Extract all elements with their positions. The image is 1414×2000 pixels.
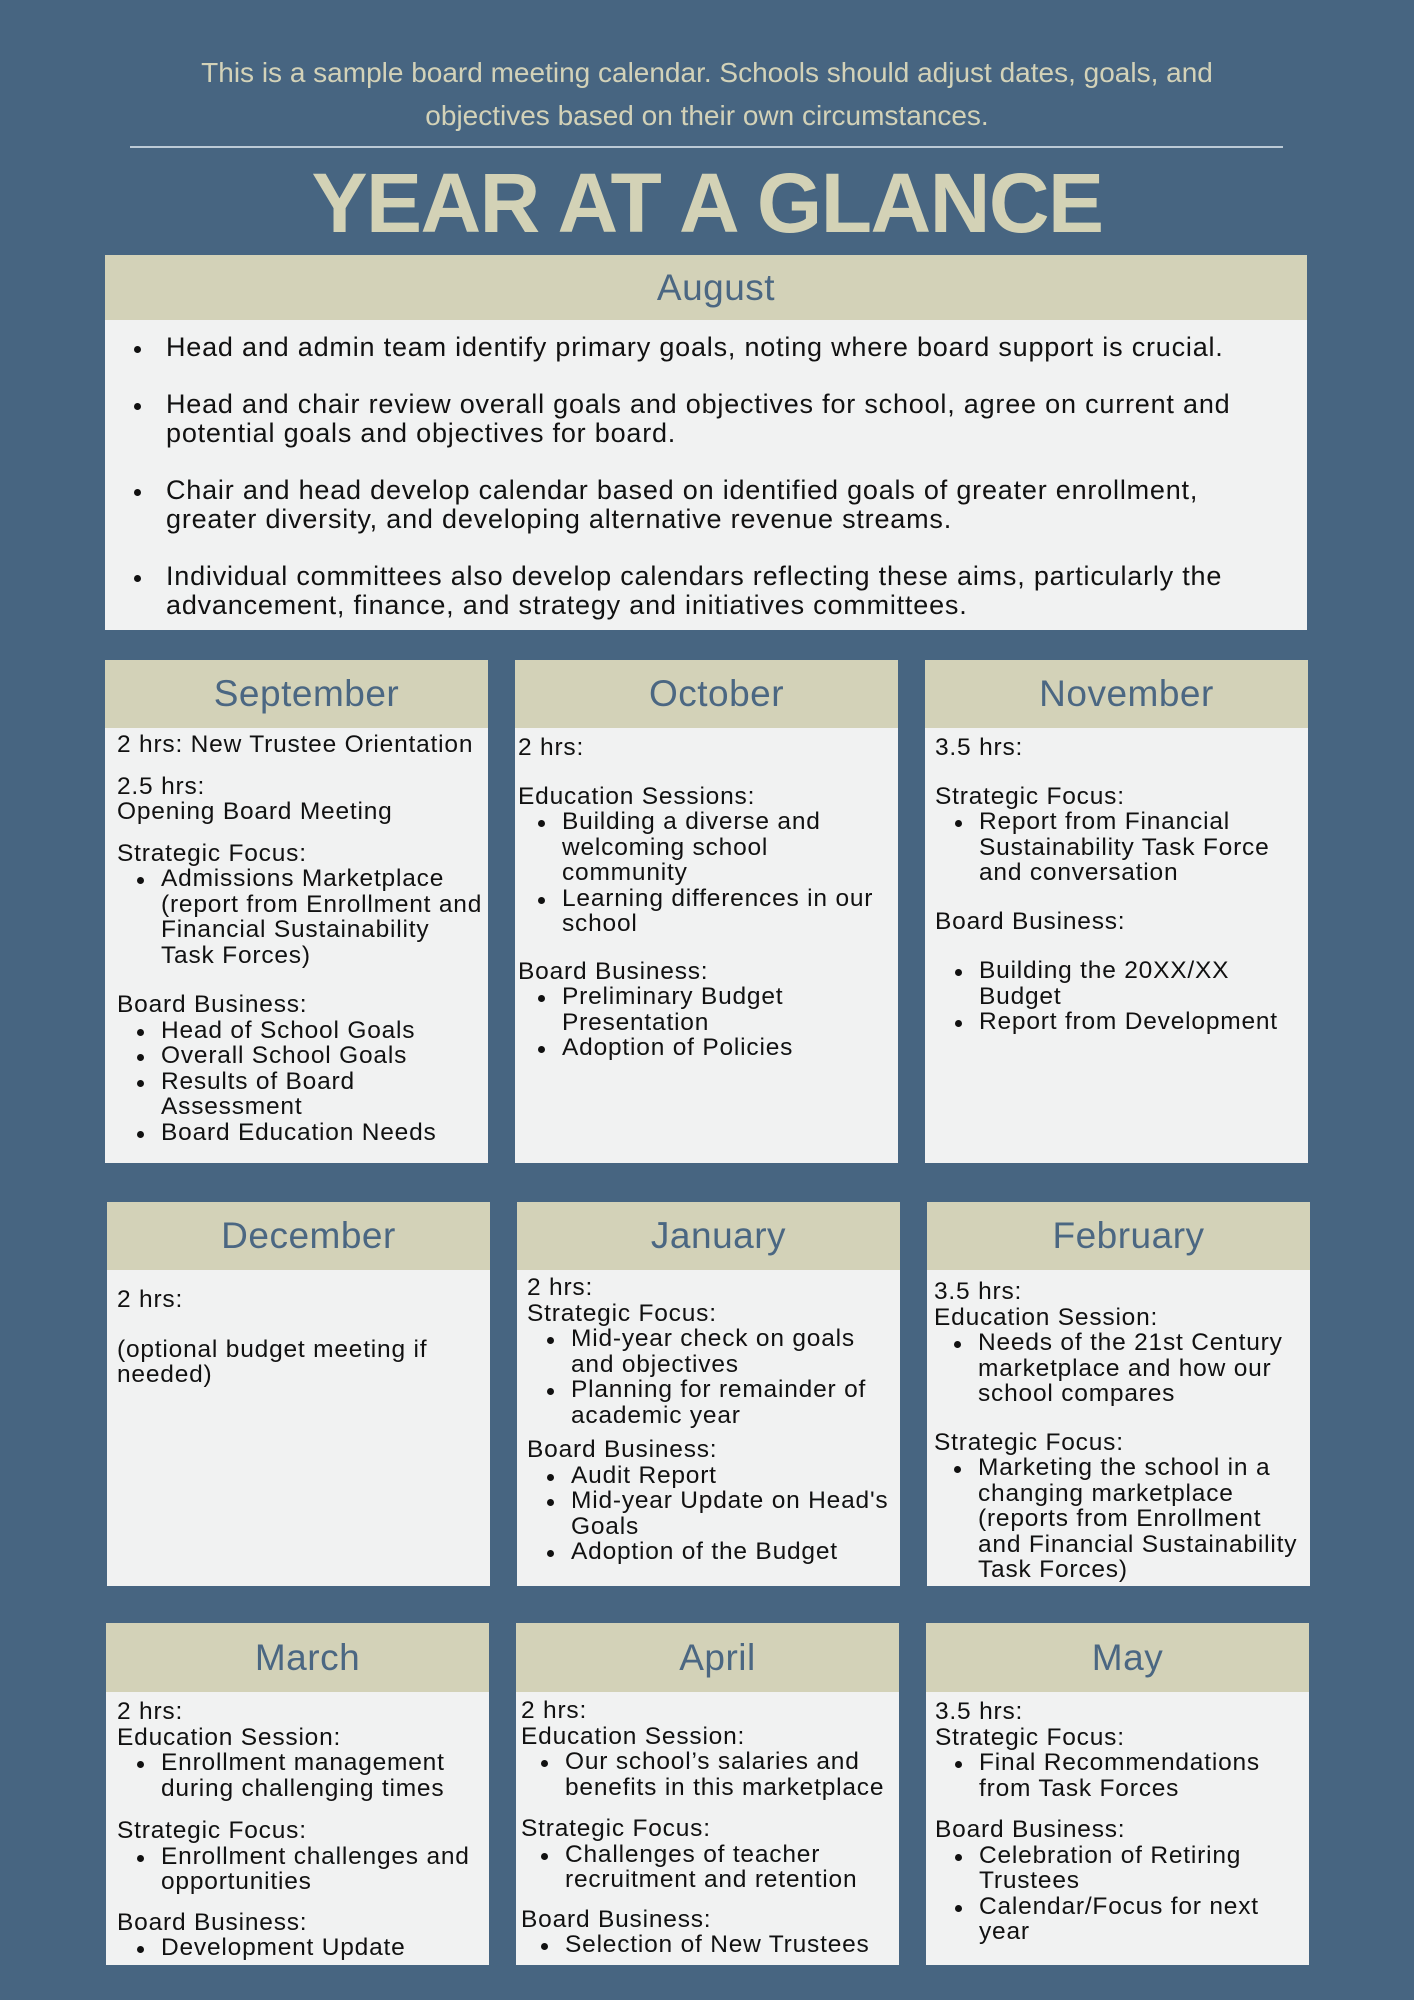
month-title: August xyxy=(656,266,776,308)
bullet-list xyxy=(117,1750,485,1801)
list-item: Learning differences in our school xyxy=(518,886,894,937)
month-title: May xyxy=(1091,1636,1164,1678)
section-label: Education Session: xyxy=(117,1723,342,1751)
list-item: Head and chair review overall goals and objectives for school, agree on current and potential goals and objectives for board. xyxy=(129,390,1261,448)
list-item: Needs of the 21st Century marketplace and how our school compares xyxy=(934,1330,1306,1407)
list-item: Chair and head develop calendar based on identified goals of greater enrollment, greater diversity, and developing alternative revenue streams. xyxy=(129,476,1261,534)
month-card-april xyxy=(516,1623,899,1965)
list-item: Admissions Marketplace (report from Enrollment and Financial Sustainability Task Forces) xyxy=(117,866,484,968)
list-item: Overall School Goals xyxy=(117,1043,484,1069)
section-label: Board Business: xyxy=(935,907,1126,935)
bullet-list xyxy=(935,1843,1305,1945)
month-body xyxy=(517,1270,900,1565)
bullet-list xyxy=(934,1330,1306,1407)
month-body xyxy=(927,1270,1310,1583)
month-title: December xyxy=(221,1215,396,1256)
list-item: Marketing the school in a changing marketplace (reports from Enrollment and Financial Sustainability Task Forces) xyxy=(934,1455,1306,1583)
session-hours: 2 hrs: xyxy=(518,734,585,761)
list-item: Report from Financial Sustainability Task Force and conversation xyxy=(935,809,1304,886)
month-title: March xyxy=(254,1636,361,1678)
list-item: Calendar/Focus for next year xyxy=(935,1894,1305,1945)
month-header xyxy=(925,660,1308,728)
list-item: Challenges of teacher recruitment and retention xyxy=(521,1842,895,1893)
month-card-march xyxy=(106,1623,489,1965)
section-label: Education Sessions: xyxy=(518,782,756,810)
list-item: Audit Report xyxy=(527,1463,897,1489)
month-body xyxy=(925,728,1308,1035)
subtitle-line-2: objectives based on their own circumstances. xyxy=(425,100,989,131)
month-title: September xyxy=(213,673,400,714)
list-item: Head of School Goals xyxy=(117,1018,484,1044)
list-item: Board Education Needs xyxy=(117,1120,484,1146)
list-item: Enrollment challenges and opportunities xyxy=(117,1844,485,1895)
section-label: Strategic Focus: xyxy=(935,1723,1125,1751)
session-hours: 3.5 hrs: xyxy=(935,734,1024,761)
month-body xyxy=(926,1692,1309,1945)
bullet-list xyxy=(518,984,894,1061)
month-title: November xyxy=(1039,673,1214,714)
month-body xyxy=(107,1270,490,1388)
list-item: Adoption of Policies xyxy=(518,1035,894,1061)
month-card-october xyxy=(515,660,898,1163)
list-item: Building the 20XX/XX Budget xyxy=(935,958,1304,1009)
section-label: Strategic Focus: xyxy=(934,1428,1124,1456)
month-header xyxy=(927,1202,1310,1270)
month-header xyxy=(107,1202,490,1270)
section-label: Education Session: xyxy=(934,1303,1159,1331)
header-divider xyxy=(130,146,1283,148)
list-item: Head and admin team identify primary goals, noting where board support is crucial. xyxy=(129,333,1261,362)
section-label: Strategic Focus: xyxy=(527,1299,717,1327)
month-card-december xyxy=(107,1202,490,1586)
session-hours: 2 hrs: New Trustee Orientation xyxy=(117,731,474,758)
bullet-list xyxy=(129,333,1261,620)
list-item: Report from Development xyxy=(935,1009,1304,1035)
list-item: Enrollment management during challenging times xyxy=(117,1750,485,1801)
month-header xyxy=(517,1202,900,1270)
month-title: April xyxy=(679,1636,756,1678)
month-title: February xyxy=(1052,1215,1205,1256)
bullet-list xyxy=(935,958,1304,1035)
section-label: Strategic Focus: xyxy=(117,1817,307,1844)
bullet-list xyxy=(117,866,484,968)
month-card-august xyxy=(105,255,1307,630)
month-header xyxy=(516,1623,899,1692)
bullet-list xyxy=(117,1844,485,1895)
section-label: Board Business: xyxy=(527,1436,718,1463)
session-hours: 2 hrs: xyxy=(117,1286,184,1313)
session-hours: 3.5 hrs: xyxy=(934,1278,1023,1305)
section-label: Board Business: xyxy=(935,1816,1126,1843)
section-label: Strategic Focus: xyxy=(117,839,307,867)
session-hours: 2.5 hrs: xyxy=(117,772,206,800)
list-item: Preliminary Budget Presentation xyxy=(518,984,894,1035)
month-title: January xyxy=(650,1215,787,1256)
bullet-list xyxy=(935,1750,1305,1801)
section-label: Board Business: xyxy=(521,1905,712,1933)
month-body xyxy=(516,1692,899,1958)
month-card-may xyxy=(926,1623,1309,1965)
month-body xyxy=(106,1692,489,1961)
session-hours: 2 hrs: xyxy=(117,1698,184,1725)
month-body xyxy=(515,728,898,1061)
session-note: (optional budget meeting if needed) xyxy=(117,1335,428,1388)
bullet-list xyxy=(527,1326,897,1428)
session-hours: 3.5 hrs: xyxy=(935,1698,1024,1725)
month-title: October xyxy=(648,673,785,714)
section-label: Strategic Focus: xyxy=(521,1815,711,1842)
section-label: Board Business: xyxy=(117,1908,308,1936)
bullet-list xyxy=(518,809,894,937)
month-header xyxy=(926,1623,1309,1692)
page-title: YEAR AT A GLANCE xyxy=(311,156,1103,250)
month-header xyxy=(106,1623,489,1692)
list-item: Selection of New Trustees xyxy=(521,1932,895,1958)
month-header xyxy=(105,255,1307,320)
session-hours: 2 hrs: xyxy=(527,1274,594,1301)
list-item: Mid-year Update on Head's Goals xyxy=(527,1488,897,1539)
list-item: Results of Board Assessment xyxy=(117,1069,484,1120)
section-label: Board Business: xyxy=(518,957,709,985)
subtitle-line-1: This is a sample board meeting calendar. Schools should adjust dates, goals, and xyxy=(201,57,1213,88)
month-header xyxy=(515,660,898,728)
month-card-september xyxy=(105,660,488,1163)
month-body xyxy=(105,728,488,1145)
list-item: Individual committees also develop calendars reflecting these aims, particularly the advancement, finance, and strategy and initiatives committees. xyxy=(129,562,1261,620)
list-item: Building a diverse and welcoming school community xyxy=(518,809,894,886)
bullet-list xyxy=(521,1932,895,1958)
month-header xyxy=(105,660,488,728)
bullet-list xyxy=(934,1455,1306,1583)
list-item: Final Recommendations from Task Forces xyxy=(935,1750,1305,1801)
bullet-list xyxy=(117,1935,485,1961)
list-item: Celebration of Retiring Trustees xyxy=(935,1843,1305,1894)
session-title: Opening Board Meeting xyxy=(117,798,393,825)
list-item: Adoption of the Budget xyxy=(527,1539,897,1565)
bullet-list xyxy=(521,1842,895,1893)
bullet-list xyxy=(935,809,1304,886)
list-item: Mid-year check on goals and objectives xyxy=(527,1326,897,1377)
month-card-february xyxy=(927,1202,1310,1586)
month-card-november xyxy=(925,660,1308,1163)
list-item: Planning for remainder of academic year xyxy=(527,1377,897,1428)
list-item: Our school’s salaries and benefits in this marketplace xyxy=(521,1749,895,1800)
bullet-list xyxy=(527,1463,897,1565)
section-label: Board Business: xyxy=(117,991,308,1018)
bullet-list xyxy=(521,1749,895,1800)
month-body xyxy=(105,320,1307,620)
month-card-january xyxy=(517,1202,900,1586)
section-label: Education Session: xyxy=(521,1722,746,1750)
bullet-list xyxy=(117,1018,484,1146)
section-label: Strategic Focus: xyxy=(935,782,1125,810)
session-hours: 2 hrs: xyxy=(521,1697,588,1724)
list-item: Development Update xyxy=(117,1935,485,1961)
